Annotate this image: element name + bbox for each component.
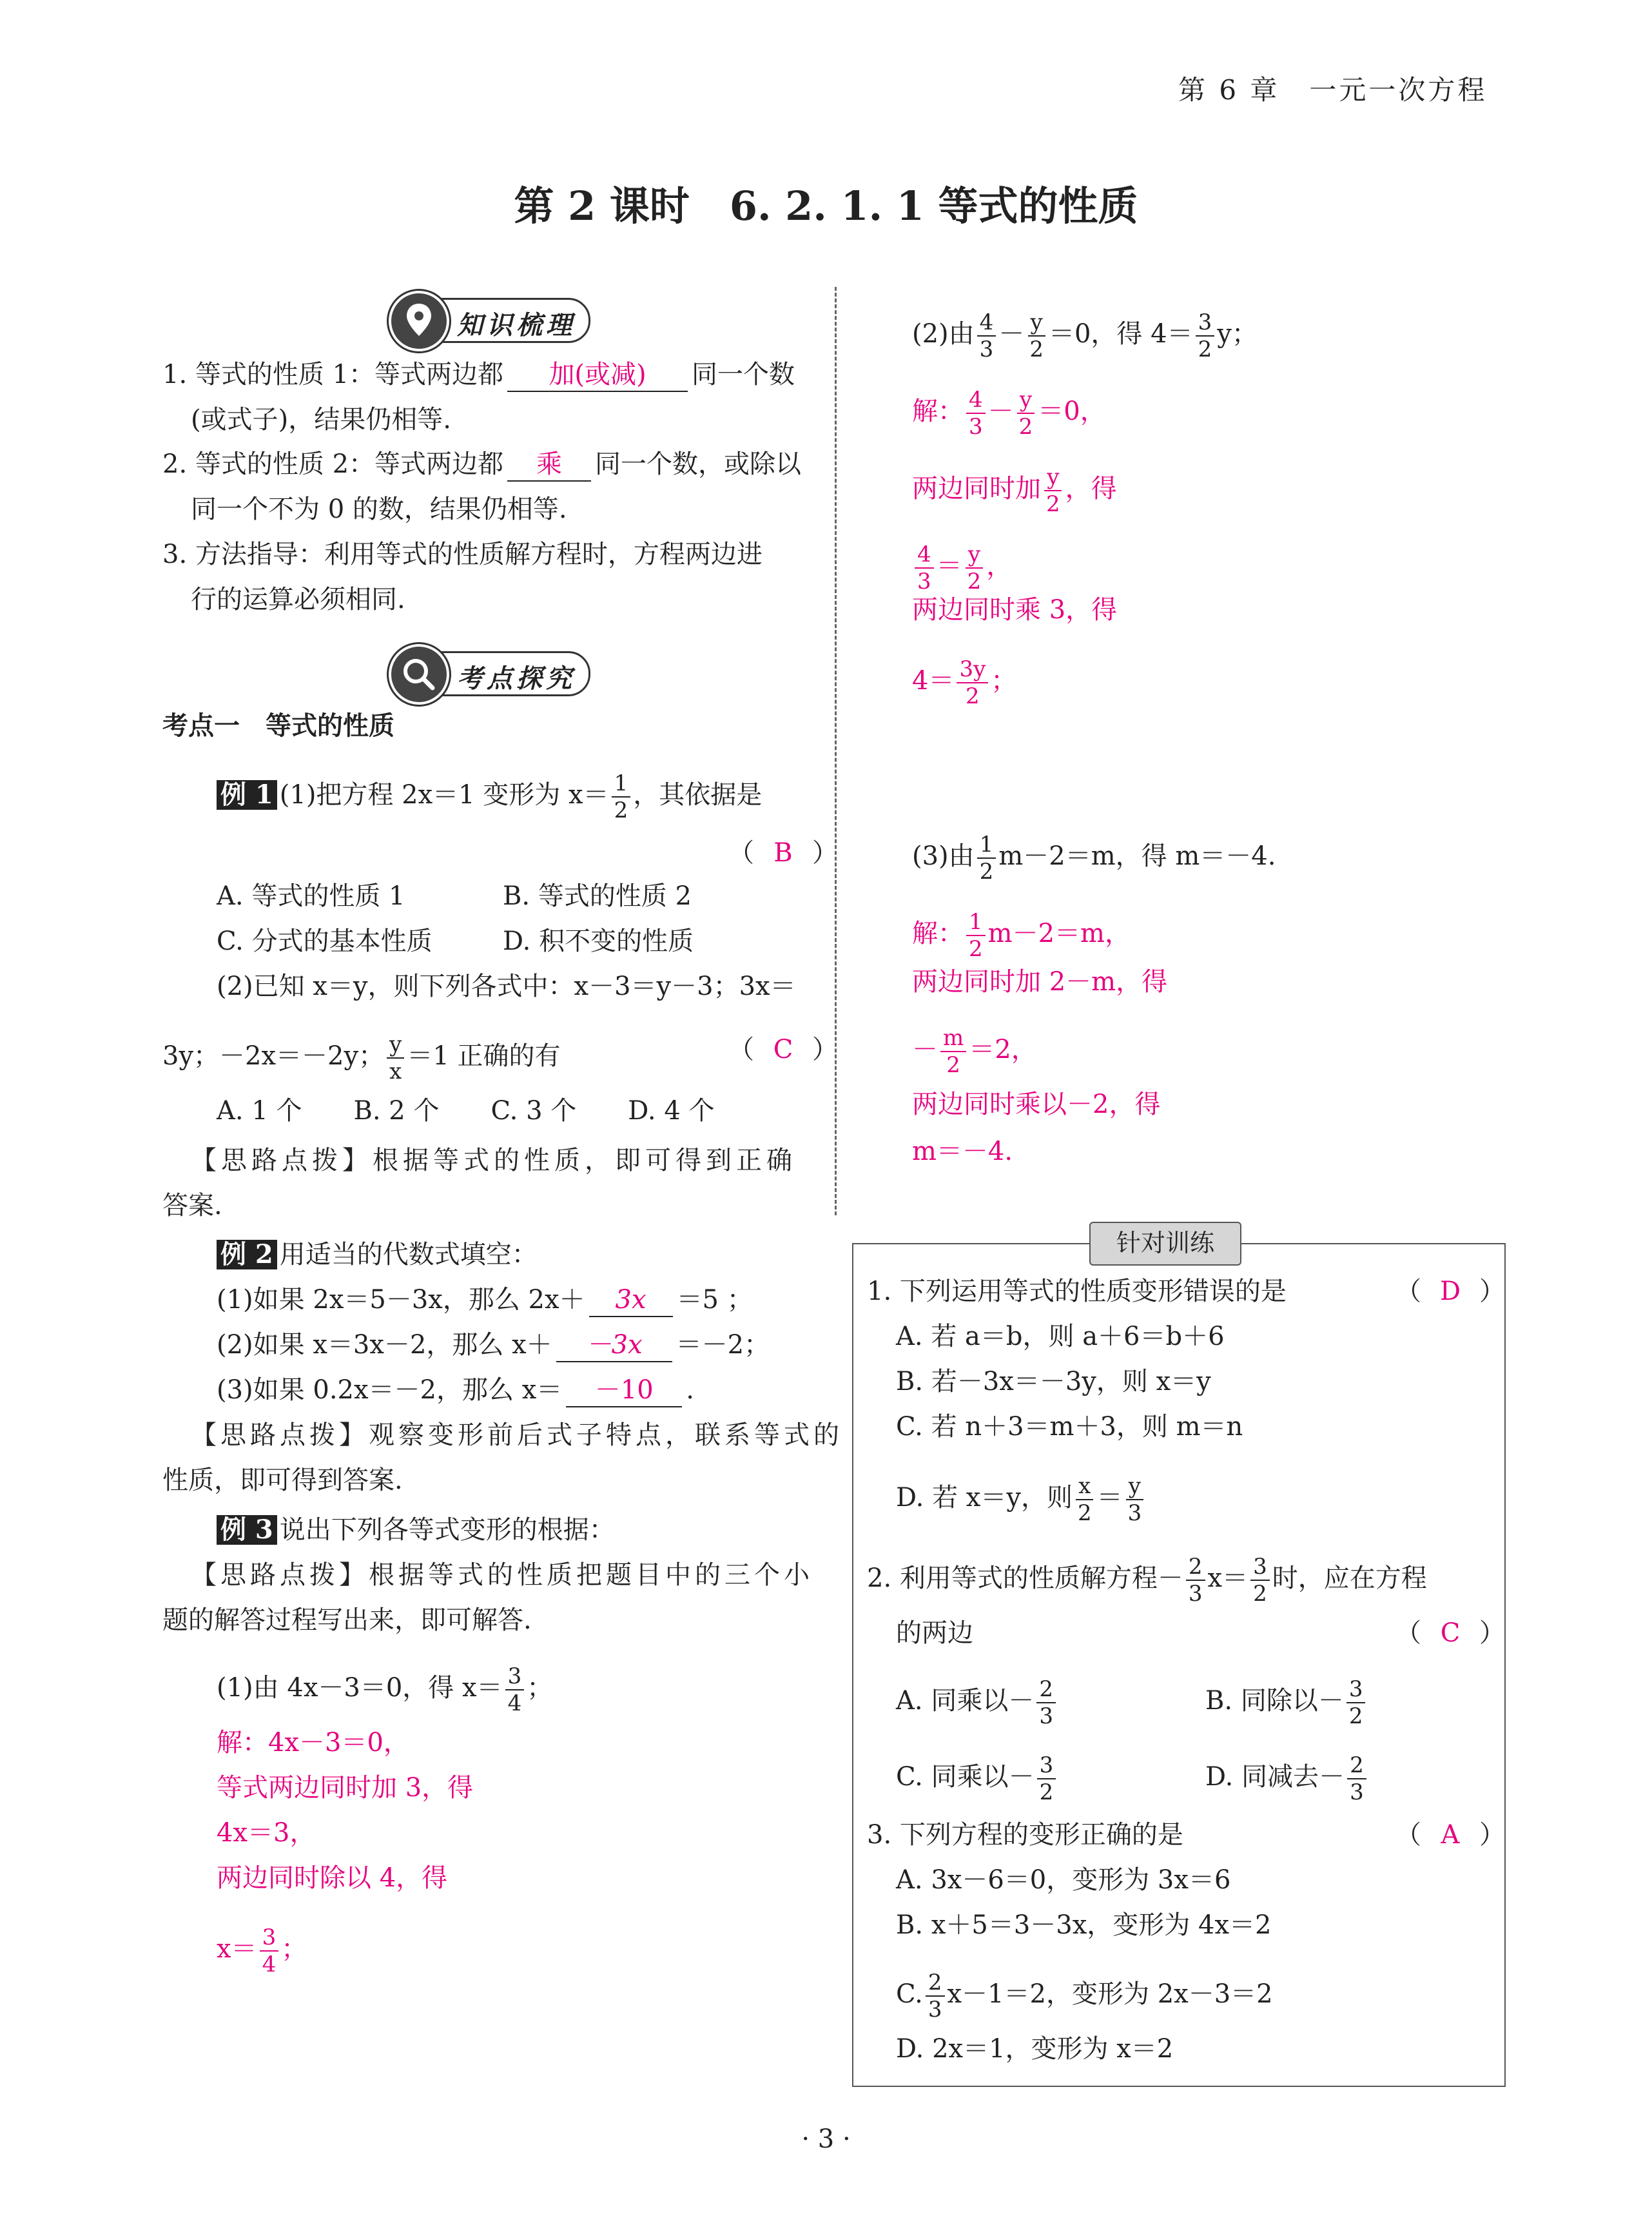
solution-line: 两边同时加 2－m，得 [912,967,1168,997]
example-3-part-1: (1)由 4x－3＝0，得 x＝ $\frac{3}{4}$ ； [217,1663,553,1716]
solution-line: 等式两边同时加 3，得 [217,1773,474,1803]
location-pin-icon [389,291,449,351]
column-divider [835,287,837,1215]
training-q1-option: D. 若 x＝y，则 $\frac{x}{2}$ ＝ $\frac{y}{3}$ [896,1473,1147,1526]
answer-bracket: （ A ） [1395,1820,1505,1850]
knowledge-item-2-cont: 同一个不为 0 的数，结果仍相等. [191,495,567,524]
training-q2-option: A. 同乘以－ $\frac{2}{3}$ [896,1676,1058,1729]
option-C: C. 分式的基本性质 [217,926,432,956]
answer-bracket: （ B ） [728,838,838,868]
section-header-knowledge [393,298,590,343]
solution-line: 两边同时乘以－2，得 [912,1090,1161,1119]
example-2-item-3: (3)如果 0.2x＝－2，那么 x＝ －10 . [217,1372,694,1408]
example-1-q2: (2)已知 x＝y，则下列各式中：x－3＝y－3；3x＝ [217,972,796,1001]
training-tab [1089,1222,1241,1266]
training-q2: 2. 利用等式的性质解方程－ $\frac{2}{3}$ x＝ $\frac{3}{2}$ 时，应在方程 [867,1554,1427,1607]
example-1-q2-options: A. 1 个 B. 2 个 C. 3 个 D. 4 个 [217,1096,715,1126]
solution-line: $\frac{4}{3}$ ＝ $\frac{y}{2}$ ， [912,542,1012,594]
knowledge-item-3-cont: 行的运算必须相同. [191,585,405,614]
training-q3-option: B. x＋5＝3－3x，变形为 4x＝2 [896,1910,1272,1940]
training-q1: 1. 下列运用等式的性质变形错误的是 [867,1277,1287,1306]
option-D: D. 积不变的性质 [503,926,694,956]
page-title: 第 2 课时 6. 2. 1. 1 等式的性质 [514,182,1138,230]
example-3-part-2: (2)由 $\frac{4}{3}$ － $\frac{y}{2}$ ＝0，得 4＝ $\frac{3}{2}$ y； [912,309,1258,362]
solution-line: 解： $\frac{4}{3}$ － $\frac{y}{2}$ ＝0， [912,387,1106,440]
example-3-intro: 例 3 说出下列各等式变形的根据： [217,1512,615,1548]
answer-blank: －10 [566,1374,682,1407]
hint: 【思路点拨】观察变形前后式子特点，联系等式的 [191,1420,843,1450]
training-q2-option: B. 同除以－ $\frac{3}{2}$ [1205,1676,1368,1729]
option-B: B. 等式的性质 2 [503,881,692,911]
example-badge: 例 1 [217,780,277,810]
option-A: A. 等式的性质 1 [217,881,405,911]
answer-bracket: （ C ） [1395,1618,1505,1648]
solution-line: 两边同时除以 4，得 [217,1863,448,1893]
knowledge-item-1-cont: (或式子)，结果仍相等. [191,405,451,435]
solution-line: 解：4x－3＝0， [217,1728,409,1758]
answer-bracket: （ D ） [1395,1277,1505,1306]
training-q1-option: A. 若 a＝b，则 a＋6＝b＋6 [896,1322,1225,1351]
hint: 【思路点拨】根据等式的性质，即可得到正确 [191,1146,797,1175]
hint-cont: 性质，即可得到答案. [162,1465,403,1495]
example-badge: 例 2 [217,1240,277,1269]
knowledge-item-1: 1. 等式的性质 1：等式两边都 加(或减) 同一个数 [162,357,795,393]
solution-line: － $\frac{m}{2}$ ＝2， [912,1025,1037,1078]
example-2-item-1: (1)如果 2x＝5－3x，那么 2x＋ 3x ＝5 ； [217,1282,753,1318]
training-q2-option: D. 同减去－ $\frac{2}{3}$ [1205,1752,1369,1805]
solution-line: x＝ $\frac{3}{4}$ ； [217,1924,307,1977]
training-q3: 3. 下列方程的变形正确的是 [867,1820,1183,1850]
example-3-part-3: (3)由 $\frac{1}{2}$ m－2＝m，得 m＝－4. [912,832,1276,885]
solution-line: m＝－4. [912,1137,1013,1166]
answer-blank: 3x [589,1284,673,1317]
training-q3-option: A. 3x－6＝0，变形为 3x＝6 [896,1865,1231,1895]
page-number: · 3 · [801,2124,851,2154]
kaodian-title: 考点一 等式的性质 [162,710,394,741]
answer-bracket: （ C ） [728,1035,838,1064]
answer-blank: －3x [556,1329,672,1362]
chapter-header: 第 6 章 一元一次方程 [1178,74,1488,106]
solution-line: 4x＝3， [217,1818,316,1848]
example-2-item-2: (2)如果 x＝3x－2，那么 x＋ －3x ＝－2； [217,1327,770,1363]
hint-cont: 题的解答过程写出来，即可解答. [162,1605,532,1635]
answer-blank: 加(或减) [507,358,688,392]
knowledge-item-2: 2. 等式的性质 2：等式两边都 乘 同一个数，或除以 [162,446,801,482]
training-q1-option: B. 若－3x＝－3y，则 x＝y [896,1367,1211,1396]
example-1-q2-cont: 3y；－2x＝－2y； $\frac{y}{x}$ ＝1 正确的有 [162,1032,561,1084]
example-1-q1: 例 1 (1)把方程 2x＝1 变形为 x＝ $\frac{1}{2}$ ，其依据是 [217,770,762,823]
training-q1-option: C. 若 n＋3＝m＋3，则 m＝n [896,1412,1243,1442]
hint: 【思路点拨】根据等式的性质把题目中的三个小 [191,1560,813,1590]
solution-line: 两边同时乘 3，得 [912,595,1118,625]
section-title: 知识梳理 [457,310,576,340]
training-q2-cont: 的两边 [896,1618,973,1648]
hint-cont: 答案. [162,1191,222,1220]
solution-line: 两边同时加 $\frac{y}{2}$ ，得 [912,464,1117,517]
section-header-explore [393,651,590,696]
training-q2-option: C. 同乘以－ $\frac{3}{2}$ [896,1752,1058,1805]
training-q3-option: C. $\frac{2}{3}$ x－1＝2，变形为 2x－3＝2 [896,1970,1273,2022]
training-title: 针对训练 [1116,1229,1214,1257]
training-q3-option: D. 2x＝1，变形为 x＝2 [896,2034,1174,2064]
solution-line: 4＝ $\frac{3y}{2}$ ； [912,656,1017,709]
answer-blank: 乘 [507,448,591,482]
example-2-intro: 例 2 用适当的代数式填空： [217,1237,538,1273]
solution-line: 解： $\frac{1}{2}$ m－2＝m， [912,909,1131,962]
example-badge: 例 3 [217,1515,277,1545]
section-title: 考点探究 [457,663,576,694]
magnifier-icon [389,644,449,705]
knowledge-item-3: 3. 方法指导：利用等式的性质解方程时，方程两边进 [162,540,763,569]
